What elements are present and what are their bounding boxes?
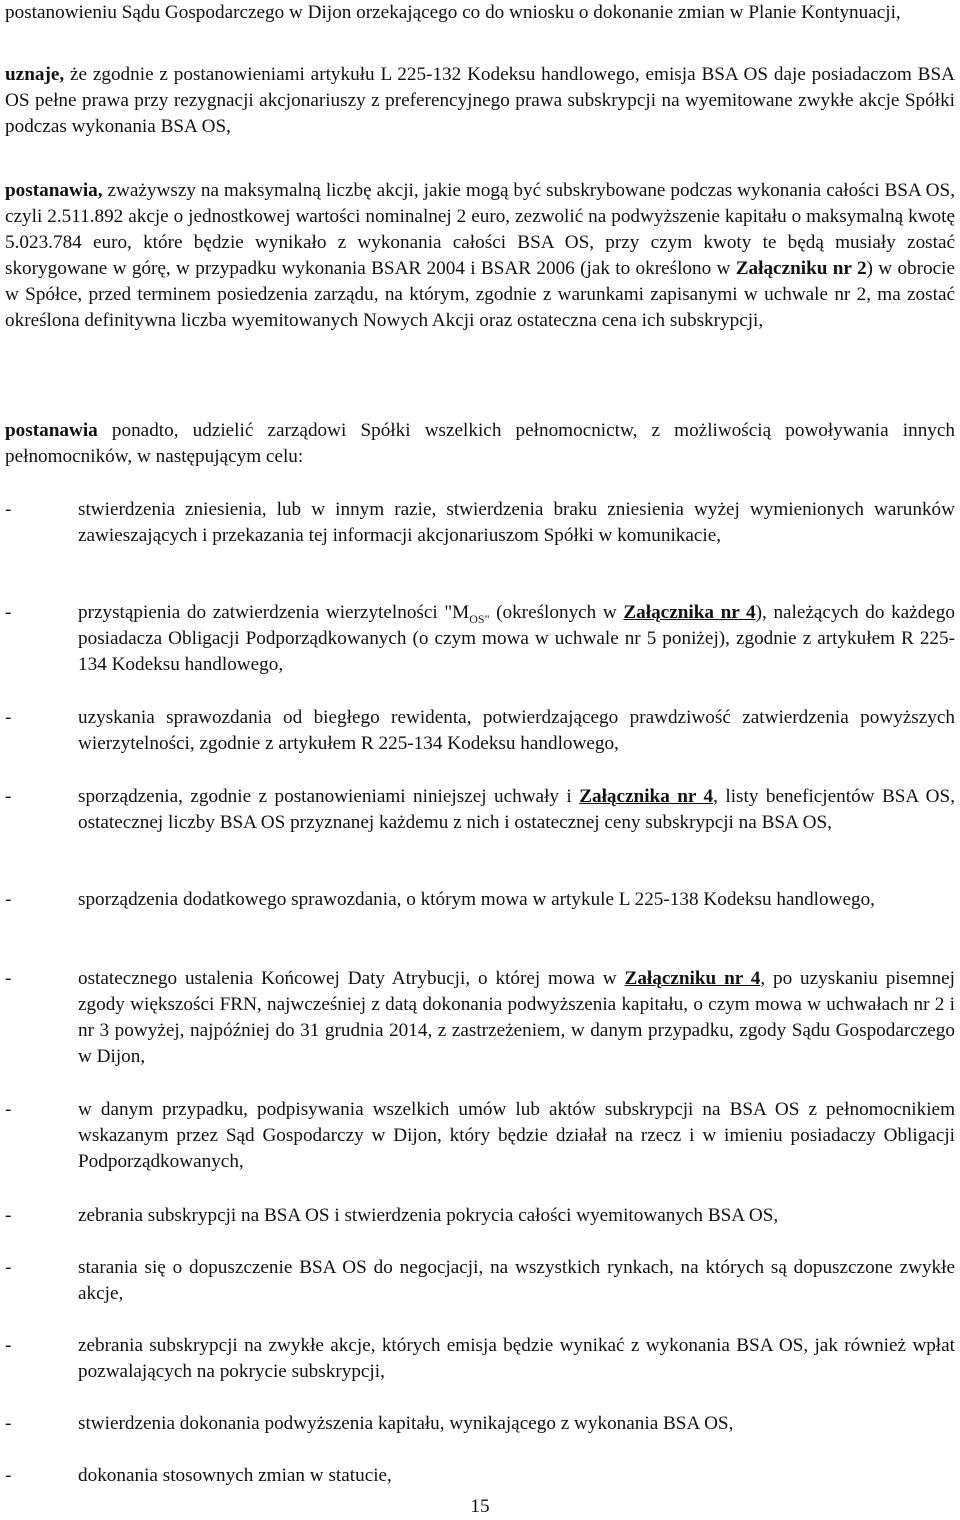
list-marker: - xyxy=(5,602,12,623)
list-item-text: dokonania stosownych zmian w statucie, xyxy=(78,1465,392,1486)
list-marker: - xyxy=(5,1099,12,1120)
list-item xyxy=(5,966,955,1070)
list-marker: - xyxy=(5,1257,12,1278)
list-item xyxy=(5,784,955,836)
list-item-text: (określonych w xyxy=(489,602,624,623)
paragraph-text: ponadto, udzielić zarządowi Spółki wszelkich pełnomocnictw, z możliwością powoływania innych pełnomocników, w następującym celu: xyxy=(5,420,955,467)
paragraph-lead: postanawia xyxy=(5,420,98,441)
list-item-text: przystąpienia do zatwierdzenia wierzytelności "M xyxy=(78,602,470,623)
list-item xyxy=(5,1411,955,1437)
list-marker: - xyxy=(5,1465,12,1486)
list-item-text: stwierdzenia dokonania podwyższenia kapitału, wynikającego z wykonania BSA OS, xyxy=(78,1413,734,1434)
paragraph-text: ) w obrocie w Spółce, przed terminem posiedzenia zarządu, na którym, zgodnie z warunkami zapisanymi w uchwale nr 2, ma zostać określona definitywna liczba wyemitowanych Nowych Akcji oraz ostateczna cena ich subskrypcji, xyxy=(5,258,955,331)
list-item-text: , listy beneficjentów BSA OS, ostatecznej liczby BSA OS przyznanej każdemu z nich i ostatecznej ceny subskrypcji na BSA OS, xyxy=(78,786,955,833)
document-page xyxy=(5,0,955,1517)
annex-reference: Załącznika nr 4 xyxy=(579,786,714,807)
paragraph-uznaje xyxy=(5,62,955,140)
list-item xyxy=(5,1463,955,1489)
list-item-text: ), należących do każdego posiadacza Obligacji Podporządkowanych (o czym mowa w uchwale nr 5 poniżej), zgodnie z artykułem R 225-134 Kodeksu handlowego, xyxy=(78,602,955,675)
list-item-text: sporządzenia, zgodnie z postanowieniami niniejszej uchwały i xyxy=(78,786,580,807)
list-item xyxy=(5,1255,955,1307)
list-item xyxy=(5,1097,955,1175)
list-item xyxy=(5,600,955,678)
list-item xyxy=(5,887,955,913)
annex-reference: Załącznika nr 4 xyxy=(623,602,756,623)
list-item-text: stwierdzenia zniesienia, lub w innym razie, stwierdzenia braku zniesienia wyżej wymienionych warunków zawieszających i przekazania tej informacji akcjonariuszom Spółki w komunikacie, xyxy=(78,499,955,546)
list-marker: - xyxy=(5,1335,12,1356)
list-marker: - xyxy=(5,499,12,520)
list-item-text: starania się o dopuszczenie BSA OS do negocjacji, na wszystkich rynkach, na których są dopuszczone zwykłe akcje, xyxy=(78,1257,955,1304)
paragraph-postanawia-capital xyxy=(5,178,955,334)
list-item-text: , po uzyskaniu pisemnej zgody większości FRN, najwcześniej z datą dokonania podwyższenia kapitału, o czym mowa w uchwałach nr 2 i nr 3 powyżej, najpóźniej do 31 grudnia 2014, z zastrzeżeniem, w danym przypadku, zgody Sądu Gospodarczego w Dijon, xyxy=(78,968,955,1067)
annex-reference: Załączniku nr 2 xyxy=(735,258,867,279)
paragraph-lead: postanawia, xyxy=(5,180,103,201)
paragraph-text: zważywszy na maksymalną liczbę akcji, jakie mogą być subskrybowane podczas wykonania całości BSA OS, czyli 2.511.892 akcje o jednostkowej wartości nominalnej 2 euro, zezwolić na podwyższenie kapitału o maksymalną kwotę 5.023.784 euro, które będzie wynikało z wykonania całości BSA OS, przy czym kwoty te będą musiały zostać skorygowane w górę, w przypadku wykonania BSAR 2004 i BSAR 2006 (jak to określono w xyxy=(5,180,955,279)
paragraph-lead: uznaje, xyxy=(5,64,65,85)
paragraph-text: postanowieniu Sądu Gospodarczego w Dijon orzekającego co do wniosku o dokonanie zmian w Planie Kontynuacji, xyxy=(5,2,901,23)
list-marker: - xyxy=(5,968,12,989)
list-marker: - xyxy=(5,889,12,910)
list-item xyxy=(5,705,955,757)
list-marker: - xyxy=(5,707,12,728)
list-item-text: zebrania subskrypcji na BSA OS i stwierdzenia pokrycia całości wyemitowanych BSA OS, xyxy=(78,1205,779,1226)
list-item-text: zebrania subskrypcji na zwykłe akcje, których emisja będzie wynikać z wykonania BSA OS, jak również wpłat pozwalających na pokrycie subskrypcji, xyxy=(78,1335,955,1382)
paragraph-court-decision xyxy=(5,0,955,26)
list-item xyxy=(5,1333,955,1385)
list-marker: - xyxy=(5,1205,12,1226)
list-marker: - xyxy=(5,786,12,807)
annex-reference: Załączniku nr 4 xyxy=(624,968,761,989)
list-item-text: w danym przypadku, podpisywania wszelkich umów lub aktów subskrypcji na BSA OS z pełnomocnikiem wskazanym przez Sąd Gospodarczy w Dijon, który będzie działał na rzecz i w imieniu posiadaczy Obligacji Podporządkowanych, xyxy=(78,1099,955,1172)
list-item xyxy=(5,497,955,549)
list-item-text: ostatecznego ustalenia Końcowej Daty Atrybucji, o której mowa w xyxy=(78,968,625,989)
paragraph-text: że zgodnie z postanowieniami artykułu L 225-132 Kodeksu handlowego, emisja BSA OS daje posiadaczom BSA OS pełne prawa przy rezygnacji akcjonariuszy z preferencyjnego prawa subskrypcji na wyemitowane zwykłe akcje Spółki podczas wykonania BSA OS, xyxy=(5,64,955,137)
list-item-text: sporządzenia dodatkowego sprawozdania, o którym mowa w artykule L 225-138 Kodeksu handlowego, xyxy=(78,889,875,910)
page-number: 15 xyxy=(470,1496,490,1517)
list-marker: - xyxy=(5,1413,12,1434)
paragraph-postanawia-powers xyxy=(5,418,955,470)
list-item-text: uzyskania sprawozdania od biegłego rewidenta, potwierdzającego prawdziwość zatwierdzenia powyższych wierzytelności, zgodnie z artykułem R 225-134 Kodeksu handlowego, xyxy=(78,707,955,754)
list-item xyxy=(5,1203,955,1229)
subscript: OS" xyxy=(469,611,490,626)
